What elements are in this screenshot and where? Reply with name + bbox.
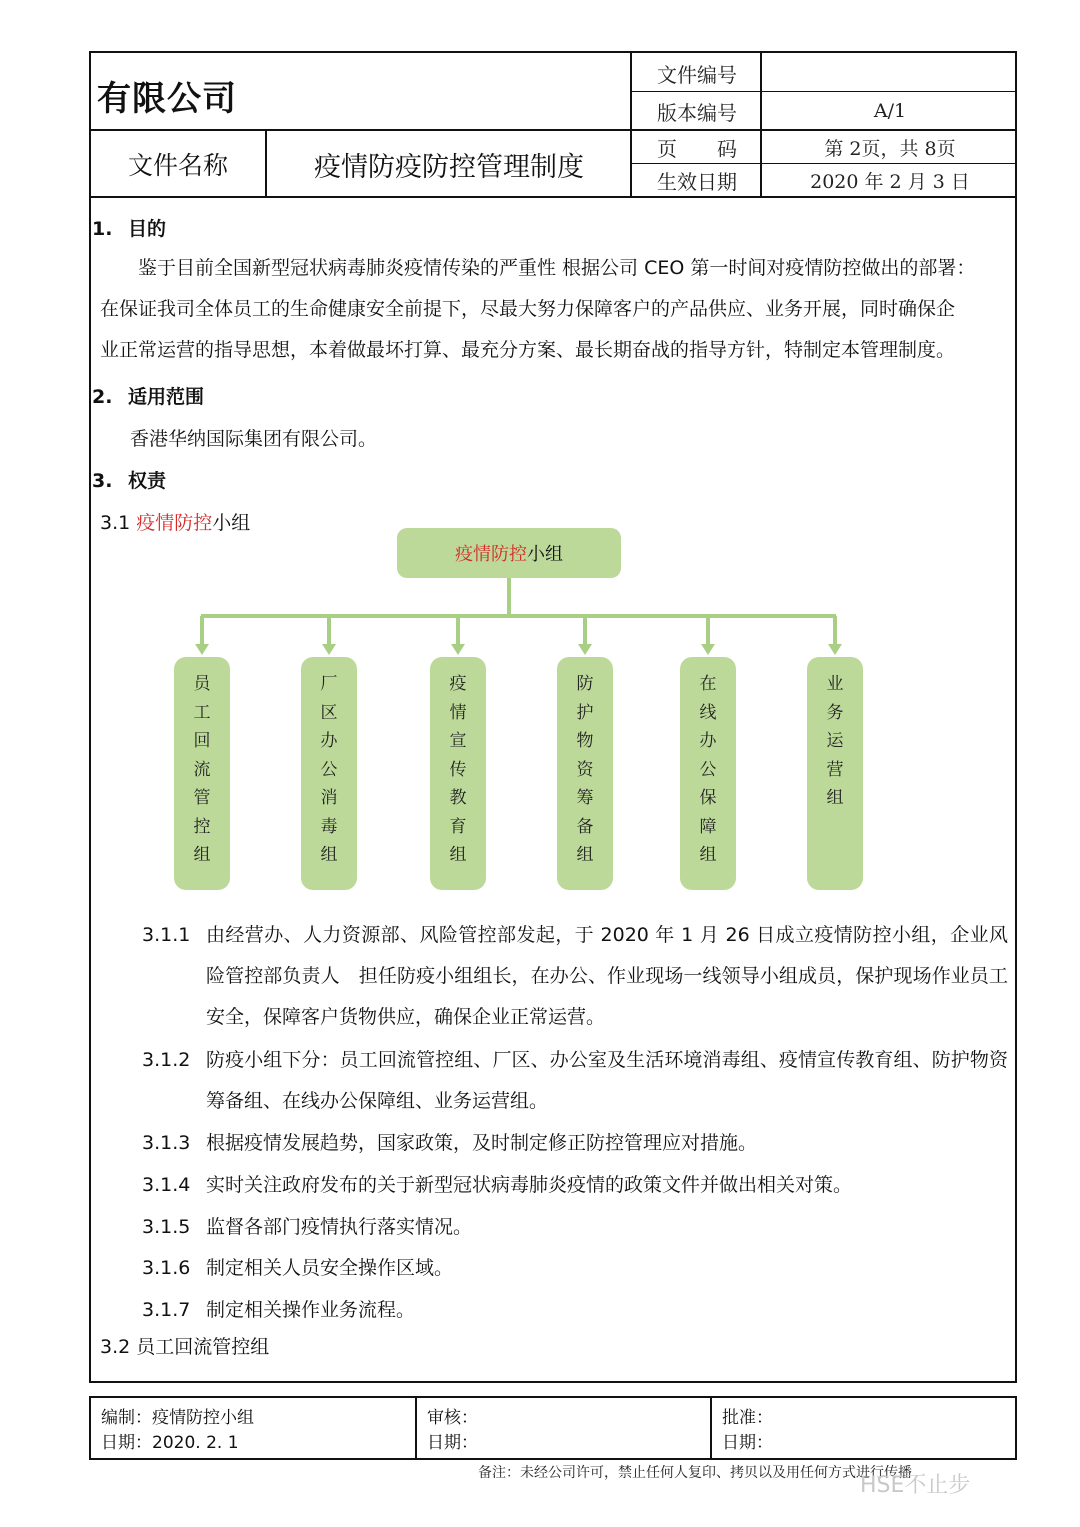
item-3-1-3 xyxy=(142,1123,1008,1164)
item-text: 制定相关操作业务流程。 xyxy=(206,1299,416,1321)
connector-line xyxy=(507,578,511,616)
watermark: HSE不止步 xyxy=(860,1473,971,1498)
subsection-3-1 xyxy=(100,508,250,535)
arrow-down-icon xyxy=(322,644,336,655)
org-group-box xyxy=(301,657,357,890)
org-group-label: 厂区办公消毒组 xyxy=(320,674,338,865)
reviewed-by: 审核： xyxy=(427,1408,478,1428)
compiled-by: 编制：疫情防控小组 xyxy=(101,1408,254,1428)
arrow-down-icon xyxy=(828,644,842,655)
org-group-box xyxy=(174,657,230,890)
effective-value: 2020 年 2 月 3 日 xyxy=(810,170,970,193)
scope-text: 香港华纳国际集团有限公司。 xyxy=(130,428,378,450)
approved-by: 批准： xyxy=(722,1408,773,1428)
file-no-value xyxy=(763,55,1017,91)
item-number: 3.1.3 xyxy=(142,1132,191,1154)
version-value: A/1 xyxy=(873,100,907,122)
org-group-label: 员工回流管控组 xyxy=(193,674,211,865)
review-date: 日期： xyxy=(427,1433,478,1453)
section-1-paragraph xyxy=(100,248,1010,371)
file-no-label: 文件编号 xyxy=(657,62,737,87)
item-text: 根据疫情发展趋势，国家政策，及时制定修正防控管理应对措施。 xyxy=(206,1132,758,1154)
item-text: 制定相关人员安全操作区域。 xyxy=(206,1257,454,1279)
footer-table xyxy=(89,1396,1017,1460)
header-table xyxy=(89,51,1017,198)
approve-date: 日期： xyxy=(722,1433,773,1453)
org-top-highlight: 疫情防控 xyxy=(455,544,527,565)
review-cell xyxy=(417,1398,710,1458)
section-title: 适用范围 xyxy=(128,386,205,408)
subsection-title: 小组 xyxy=(212,512,251,534)
section-title: 权责 xyxy=(128,470,167,492)
item-number: 3.1.6 xyxy=(142,1257,191,1279)
org-group-label: 业务运营组 xyxy=(826,674,844,808)
section-number: 3. xyxy=(92,470,113,492)
connector-line xyxy=(201,614,836,618)
page-value: 第 2页，共 8页 xyxy=(824,137,956,160)
arrow-down-icon xyxy=(195,644,209,655)
connector-line xyxy=(583,616,587,646)
item-3-1-5 xyxy=(142,1207,1008,1248)
paragraph-line: 业正常运营的指导思想，本着做最坏打算、最充分方案、最长期奋战的指导方针，特制定本管理制度。 xyxy=(100,339,956,361)
org-group-box xyxy=(680,657,736,890)
org-group-box xyxy=(807,657,863,890)
org-top-label: 小组 xyxy=(527,544,563,565)
version-label: 版本编号 xyxy=(657,100,737,125)
item-text: 实时关注政府发布的关于新型冠状病毒肺炎疫情的政策文件并做出相关对策。 xyxy=(206,1174,853,1196)
section-3-heading xyxy=(92,466,166,493)
effective-label: 生效日期 xyxy=(657,169,737,194)
arrow-down-icon xyxy=(701,644,715,655)
arrow-down-icon xyxy=(578,644,592,655)
item-3-1-1 xyxy=(142,915,1008,1038)
item-text: 监督各部门疫情执行落实情况。 xyxy=(206,1216,473,1238)
connector-line xyxy=(456,616,460,646)
section-number: 2. xyxy=(92,386,113,408)
item-number: 3.1.5 xyxy=(142,1216,191,1238)
org-group-label: 在线办公保障组 xyxy=(699,674,717,865)
subsection-number: 3.1 xyxy=(100,512,131,534)
page-label: 页 码 xyxy=(657,136,737,161)
item-3-1-7 xyxy=(142,1290,1008,1331)
paragraph-line: 鉴于目前全国新型冠状病毒肺炎疫情传染的严重性 根据公司 CEO 第一时间对疫情防控做出的部署： xyxy=(100,257,976,279)
doc-name: 疫情防疫防控管理制度 xyxy=(314,151,584,183)
item-number: 3.1.2 xyxy=(142,1049,191,1071)
divider xyxy=(631,91,1017,92)
connector-line xyxy=(833,616,837,646)
compile-date: 日期：2020. 2. 1 xyxy=(101,1433,239,1453)
org-group-label: 防护物资筹备组 xyxy=(576,674,594,865)
subsection-title-highlight: 疫情防控 xyxy=(136,512,213,534)
paragraph-line: 在保证我司全体员工的生命健康安全前提下，尽最大努力保障客户的产品供应、业务开展，同时确保企 xyxy=(100,298,956,320)
org-group-label: 疫情宣传教育组 xyxy=(449,674,467,865)
section-1-heading xyxy=(92,214,166,241)
org-group-box xyxy=(430,657,486,890)
section-2-heading xyxy=(92,382,204,409)
company-name: 有限公司 xyxy=(97,79,237,119)
doc-name-label: 文件名称 xyxy=(127,151,228,180)
item-number: 3.1.7 xyxy=(142,1299,191,1321)
org-group-box xyxy=(557,657,613,890)
item-number: 3.1.1 xyxy=(142,924,191,946)
item-3-1-6 xyxy=(142,1248,1008,1289)
compile-cell xyxy=(91,1398,415,1458)
item-text: 防疫小组下分：员工回流管控组、厂区、办公室及生活环境消毒组、疫情宣传教育组、防护物资筹备组、在线办公保障组、业务运营组。 xyxy=(206,1049,1008,1112)
item-3-1-4 xyxy=(142,1165,1008,1206)
subsection-3-2: 3.2 员工回流管控组 xyxy=(100,1336,270,1358)
item-text: 由经营办、人力资源部、风险管控部发起，于 2020 年 1 月 26 日成立疫情防控小组，企业风险管控部负责人 担任防疫小组组长，在办公、作业现场一线领导小组成员，保护现场作业员工安全，保障客户货物供应，确保企业正常运营。 xyxy=(206,924,1008,1028)
arrow-down-icon xyxy=(451,644,465,655)
org-chart-top-box xyxy=(397,528,621,578)
copyright-note: 备注：未经公司许可，禁止任何人复印、拷贝以及用任何方式进行传播 xyxy=(478,1465,912,1481)
section-number: 1. xyxy=(92,218,113,240)
section-title: 目的 xyxy=(128,218,167,240)
approve-cell xyxy=(712,1398,1015,1458)
item-3-1-2 xyxy=(142,1040,1008,1122)
connector-line xyxy=(706,616,710,646)
connector-line xyxy=(200,616,204,646)
connector-line xyxy=(327,616,331,646)
item-number: 3.1.4 xyxy=(142,1174,191,1196)
